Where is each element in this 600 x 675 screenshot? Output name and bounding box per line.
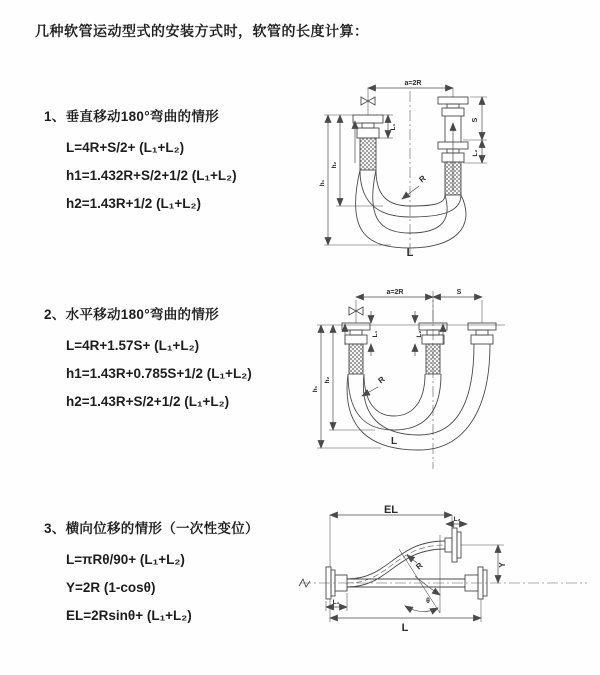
lateral-displacement-diagram bbox=[295, 505, 595, 655]
horizontal-180-bend-diagram bbox=[303, 283, 593, 473]
radius-label: R bbox=[414, 560, 425, 572]
radius-label: R bbox=[376, 374, 387, 386]
formula-h1: h1=1.43R+0.785S+1/2 (L₁+L₂) bbox=[66, 366, 252, 381]
radius-callout bbox=[402, 174, 428, 199]
displaced-hose bbox=[347, 541, 445, 587]
radius-callout bbox=[362, 375, 387, 396]
dim-label-height2: h₂ bbox=[331, 161, 338, 169]
dim-label-fitting2: L₂ bbox=[472, 149, 479, 157]
vertical-180-bend-diagram bbox=[303, 75, 588, 260]
formula-y: Y=2R (1-cosθ) bbox=[66, 580, 156, 595]
radius-label: R bbox=[417, 173, 428, 185]
dim-label-el: EL bbox=[383, 505, 399, 516]
dim-label-fitting1: L₁ bbox=[390, 123, 397, 131]
length-label: L bbox=[406, 247, 414, 259]
centerline-break-mark bbox=[299, 579, 310, 587]
section-2-heading: 2、水平移动180°弯曲的情形 bbox=[44, 307, 219, 322]
formula-h2: h2=1.43R+S/2+1/2 (L₁+L₂) bbox=[66, 394, 230, 409]
section-1-heading: 1、垂直移动180°弯曲的情形 bbox=[44, 109, 219, 124]
braid-section bbox=[360, 138, 376, 170]
dim-label-travel: S bbox=[456, 289, 462, 296]
formula-length: L=4R+1.57S+ (L₁+L₂) bbox=[66, 338, 200, 353]
dimension-lines bbox=[319, 80, 487, 245]
dim-label-offset: Y bbox=[498, 562, 507, 568]
dim-label-span: a=2R bbox=[386, 289, 404, 296]
dim-label-travel: S bbox=[472, 117, 479, 123]
formula-length: L=πRθ/90+ (L₁+L₂) bbox=[66, 552, 185, 567]
dim-label-height1: h₁ bbox=[319, 179, 326, 187]
left-pipe-assembly bbox=[342, 300, 370, 374]
section-vertical-movement bbox=[44, 105, 319, 218]
length-label: L bbox=[390, 436, 398, 447]
hose-curves bbox=[347, 344, 490, 450]
right-pipe-assembly bbox=[468, 300, 496, 344]
dimension-lines bbox=[326, 505, 507, 634]
dim-label-fitting1: L₁ bbox=[372, 330, 379, 338]
section-3-heading: 3、横向位移的情形（一次性变位） bbox=[44, 521, 259, 536]
dim-label-height2: h₂ bbox=[324, 376, 331, 384]
section-lateral-displacement bbox=[44, 517, 319, 630]
upper-flange bbox=[445, 528, 461, 562]
dimension-lines bbox=[312, 289, 482, 448]
angle-construction bbox=[399, 535, 440, 613]
formula-h2: h2=1.43R+1/2 (L₁+L₂) bbox=[66, 196, 202, 211]
formula-h1: h1=1.432R+S/2+1/2 (L₁+L₂) bbox=[66, 168, 237, 183]
dim-label-span: a=2R bbox=[404, 80, 422, 87]
dim-label-fitting2: L₂ bbox=[453, 516, 461, 523]
formula-el: EL=2Rsinθ+ (L₁+L₂) bbox=[66, 608, 192, 623]
angle-label: θ bbox=[426, 598, 430, 605]
dim-label-height1: h₁ bbox=[312, 385, 319, 393]
braid-section bbox=[426, 344, 440, 374]
formula-length: L=4R+S/2+ (L₁+L₂) bbox=[66, 140, 185, 155]
dim-label-fitting1: L₁ bbox=[332, 599, 340, 606]
braid-section bbox=[349, 344, 363, 374]
radius-callout bbox=[407, 555, 425, 571]
section-horizontal-movement bbox=[44, 303, 319, 416]
dim-label-fitting2: L₂ bbox=[416, 330, 423, 338]
left-pipe-assembly bbox=[353, 88, 383, 170]
length-label: L bbox=[401, 622, 409, 634]
page-title: 几种软管运动型式的安装方式时，软管的长度计算： bbox=[35, 23, 369, 39]
